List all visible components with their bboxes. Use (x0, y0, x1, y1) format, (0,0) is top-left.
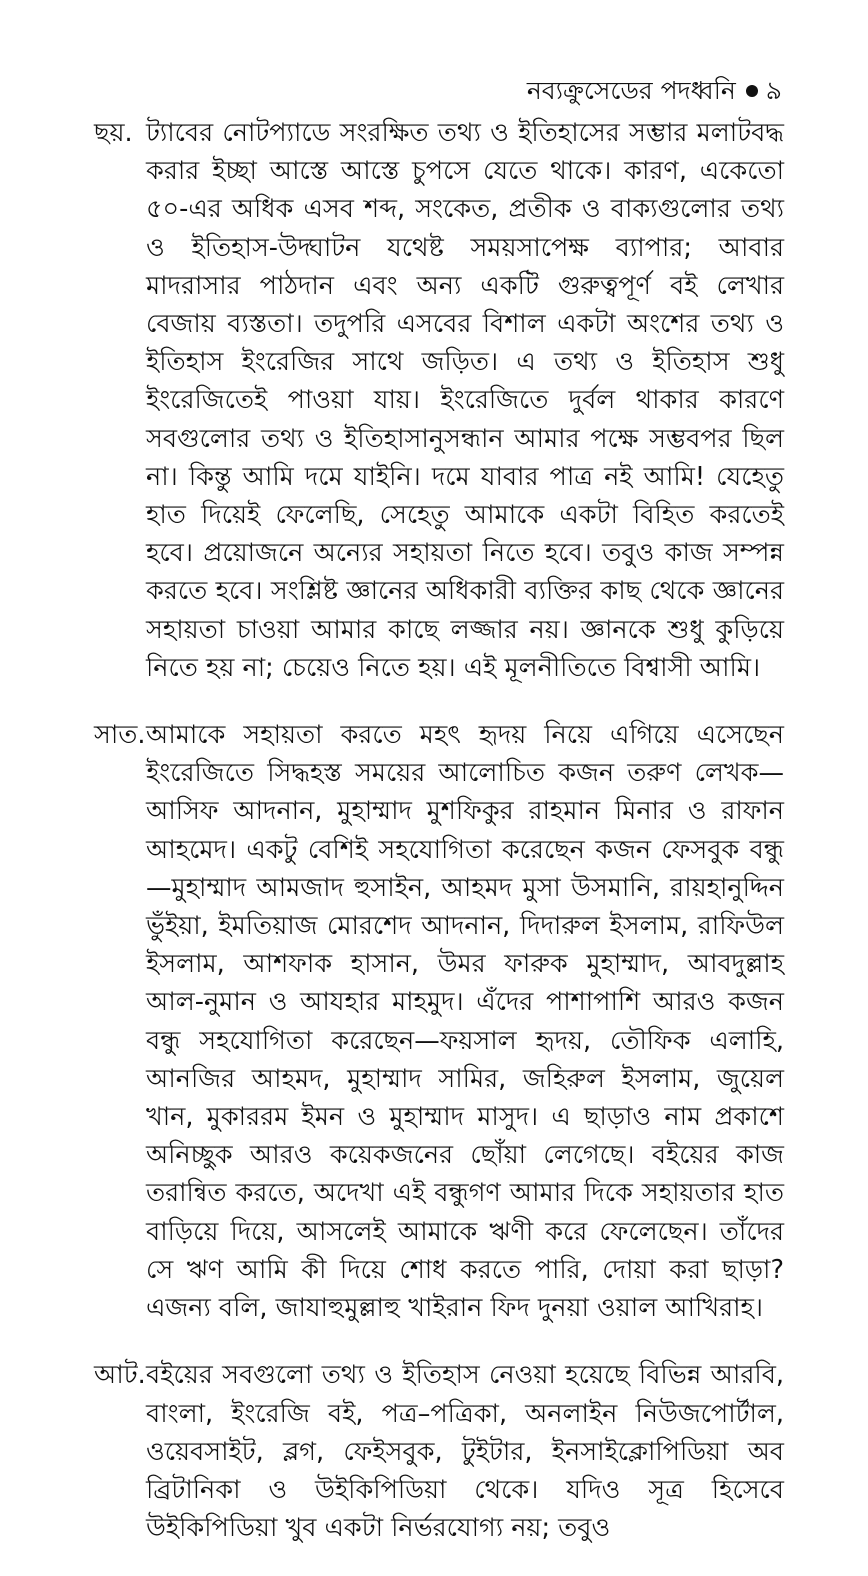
page-number: ৯ (765, 76, 782, 105)
numbered-paragraph-six (94, 114, 784, 687)
bullet-separator (746, 85, 758, 97)
book-title: নব্যক্রুসেডের পদধ্বনি (526, 76, 736, 105)
running-header (527, 74, 782, 108)
numbered-paragraph-eight (94, 1356, 784, 1547)
page-body (94, 114, 784, 1576)
paragraph-number: আট. (94, 1360, 146, 1391)
paragraph-text: আমাকে সহায়তা করতে মহৎ হৃদয় নিয়ে এগিয়ে এসেছেন ইংরেজিতে সিদ্ধহস্ত সময়ের আলোচিত কজন তরুণ লেখক—আসিফ আদনান, মুহাম্মাদ মুশফিকুর রাহমান মিনার ও রাফান আহমেদ। একটু বেশিই সহযোগিতা করেছেন কজন ফেসবুক বন্ধু—মুহাম্মাদ আমজাদ হুসাইন, আহমদ মুসা উসমানি, রায়হানুদ্দিন ভুঁইয়া, ইমতিয়াজ মোরশেদ আদনান, দিদারুল ইসলাম, রাফিউল ইসলাম, আশফাক হাসান, উমর ফারুক মুহাম্মাদ, আবদুল্লাহ আল-নুমান ও আযহার মাহমুদ। এঁদের পাশাপাশি আরও কজন বন্ধু সহযোগিতা করেছেন—ফয়সাল হৃদয়, তৌফিক এলাহি, আনজির আহমদ, মুহাম্মাদ সামির, জহিরুল ইসলাম, জুয়েল খান, মুকাররম ইমন ও মুহাম্মাদ মাসুদ। এ ছাড়াও নাম প্রকাশে অনিচ্ছুক আরও কয়েকজনের ছোঁয়া লেগেছে। বইয়ের কাজ তরান্বিত করতে, অদেখা এই বন্ধুগণ আমার দিকে সহায়তার হাত বাড়িয়ে দিয়ে, আসলেই আমাকে ঋণী করে ফেলেছেন। তাঁদের সে ঋণ আমি কী দিয়ে শোধ করতে পারি, দোয়া করা ছাড়া? এজন্য বলি, জাযাহুমুল্লাহু খাইরান ফিদ দুনয়া ওয়াল আখিরাহ। (146, 720, 784, 1324)
paragraph-text: ট্যাবের নোটপ্যাডে সংরক্ষিত তথ্য ও ইতিহাসের সম্ভার মলাটবদ্ধ করার ইচ্ছা আস্তে আস্তে চুপসে যেতে থাকে। কারণ, একেতো ৫০-এর অধিক এসব শব্দ, সংকেত, প্রতীক ও বাক্যগুলোর তথ্য ও ইতিহাস-উদ্ঘাটন যথেষ্ট সময়সাপেক্ষ ব্যাপার; আবার মাদরাসার পাঠদান এবং অন্য একটি গুরুত্বপূর্ণ বই লেখার বেজায় ব্যস্ততা। তদুপরি এসবের বিশাল একটা অংশের তথ্য ও ইতিহাস ইংরেজির সাথে জড়িত। এ তথ্য ও ইতিহাস শুধু ইংরেজিতেই পাওয়া যায়। ইংরেজিতে দুর্বল থাকার কারণে সবগুলোর তথ্য ও ইতিহাসানুসন্ধান আমার পক্ষে সম্ভবপর ছিল না। কিন্তু আমি দমে যাইনি। দমে যাবার পাত্র নই আমি! যেহেতু হাত দিয়েই ফেলেছি, সেহেতু আমাকে একটা বিহিত করতেই হবে। প্রয়োজনে অন্যের সহায়তা নিতে হবে। তবুও কাজ সম্পন্ন করতে হবে। সংশ্লিষ্ট জ্ঞানের অধিকারী ব্যক্তির কাছ থেকে জ্ঞানের সহায়তা চাওয়া আমার কাছে লজ্জার নয়। জ্ঞানকে শুধু কুড়িয়ে নিতে হয় না; চেয়েও নিতে হয়। এই মূলনীতিতে বিশ্বাসী আমি। (146, 118, 784, 683)
paragraph-text: বইয়ের সবগুলো তথ্য ও ইতিহাস নেওয়া হয়েছে বিভিন্ন আরবি, বাংলা, ইংরেজি বই, পত্র–পত্রিকা, অনলাইন নিউজপোর্টাল, ওয়েবসাইট, ব্লগ, ফেইসবুক, টুইটার, ইনসাইক্লোপিডিয়া অব ব্রিটানিকা ও উইকিপিডিয়া থেকে। যদিও সূত্র হিসেবে উইকিপিডিয়া খুব একটা নির্ভরযোগ্য নয়; তবুও (146, 1360, 784, 1544)
paragraph-number: ছয়. (94, 118, 133, 148)
numbered-paragraph-seven (94, 716, 784, 1327)
paragraph-number: সাত. (94, 720, 146, 751)
